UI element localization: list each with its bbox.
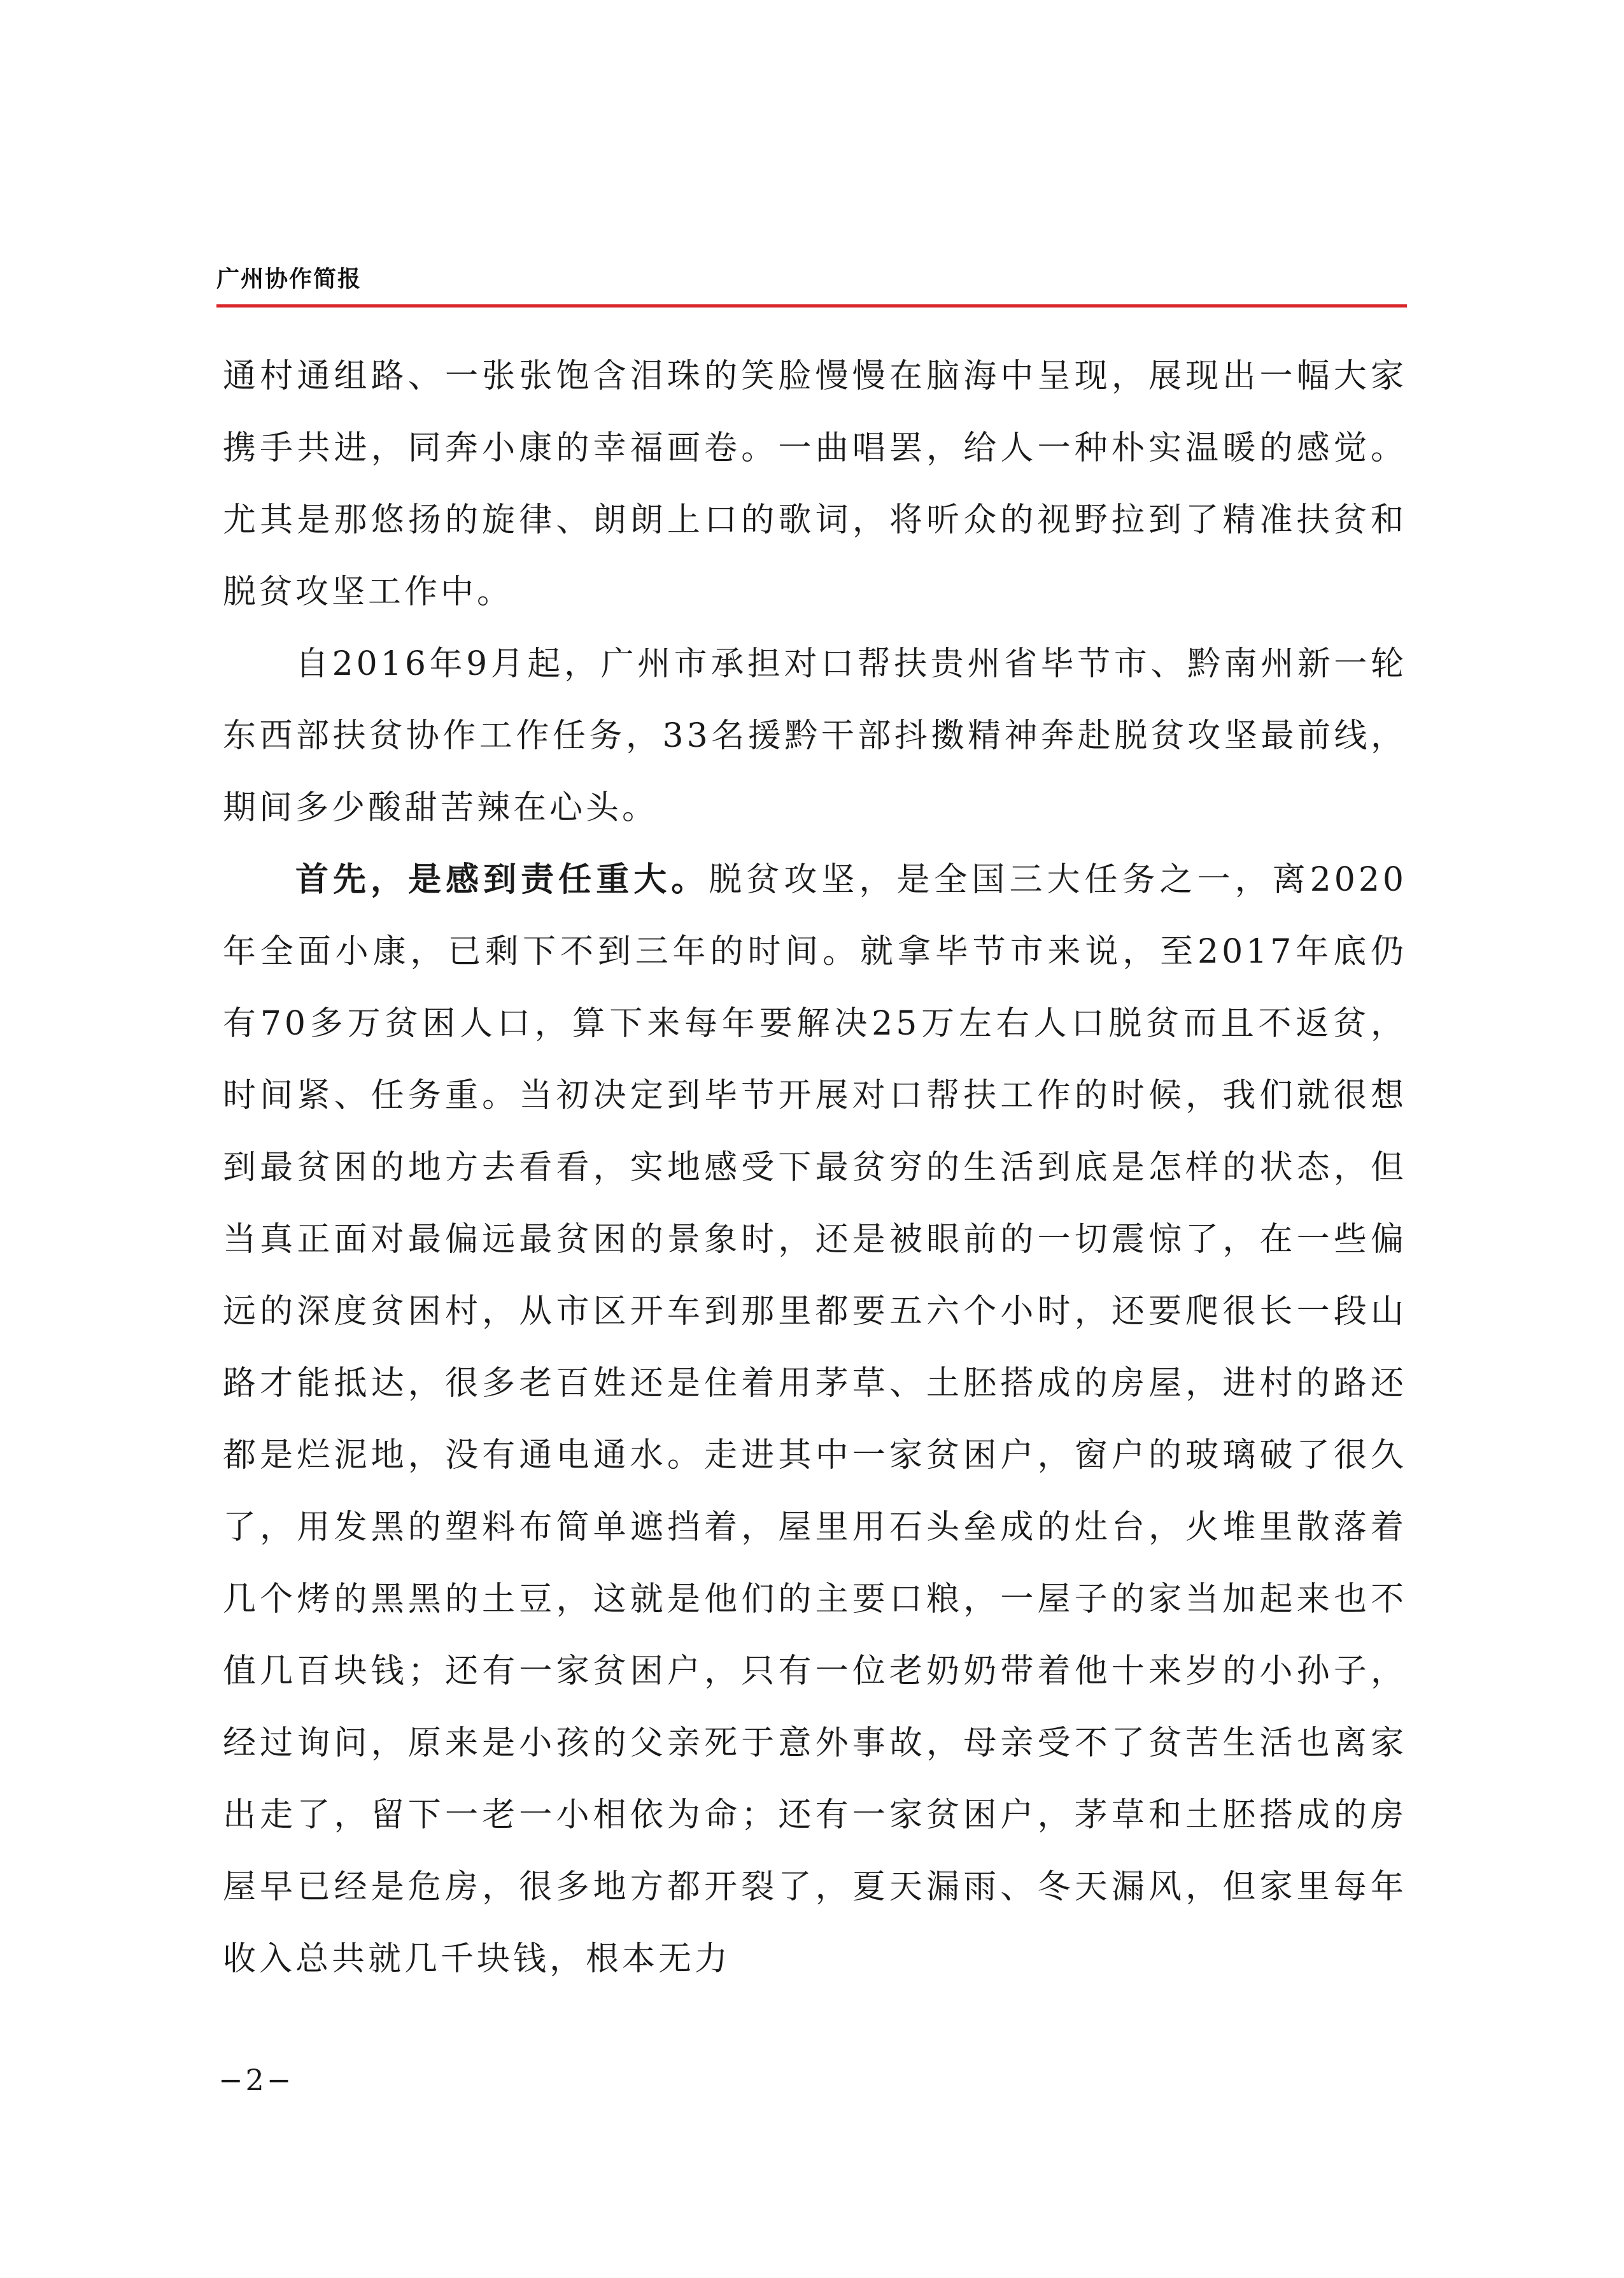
paragraph-continued: 通村通组路、一张张饱含泪珠的笑脸慢慢在脑海中呈现，展现出一幅大家携手共进，同奔小康的幸福画卷。一曲唱罢，给人一种朴实温暖的感觉。尤其是那悠扬的旋律、朗朗上口的歌词，将听众的视野拉到了精准扶贫和脱贫攻坚工作中。 <box>223 357 1407 611</box>
article-body <box>223 341 1407 1995</box>
page-number: −2− <box>218 2063 294 2097</box>
paragraph-3-lead: 首先，是感到责任重大。 <box>295 861 709 899</box>
header-divider <box>216 304 1407 308</box>
page-header <box>216 261 1407 306</box>
paragraph-3 <box>223 844 1407 1995</box>
paragraph-3-body: 脱贫攻坚，是全国三大任务之一，离2020年全面小康，已剩下不到三年的时间。就拿毕节市来说，至2017年底仍有70多万贫困人口，算下来每年要解决25万左右人口脱贫而且不返贫，时间紧、任务重。当初决定到毕节开展对口帮扶工作的时候，我们就很想到最贫困的地方去看看，实地感受下最贫穷的生活到底是怎样的状态，但当真正面对最偏远最贫困的景象时，还是被眼前的一切震惊了，在一些偏远的深度贫困村，从市区开车到那里都要五六个小时，还要爬很长一段山路才能抵达，很多老百姓还是住着用茅草、土胚搭成的房屋，进村的路还都是烂泥地，没有通电通水。走进其中一家贫困户，窗户的玻璃破了很久了，用发黑的塑料布简单遮挡着，屋里用石头垒成的灶台，火堆里散落着几个烤的黑黑的土豆，这就是他们的主要口粮，一屋子的家当加起来也不值几百块钱；还有一家贫困户，只有一位老奶奶带着他十来岁的小孙子，经过询问，原来是小孩的父亲死于意外事故，母亲受不了贫苦生活也离家出走了，留下一老一小相依为命；还有一家贫困户，茅草和土胚搭成的房屋早已经是危房，很多地方都开裂了，夏天漏雨、冬天漏风，但家里每年收入总共就几千块钱，根本无力 <box>223 861 1407 1978</box>
publication-title: 广州协作简报 <box>216 266 362 292</box>
paragraph-2: 自2016年9月起，广州市承担对口帮扶贵州省毕节市、黔南州新一轮东西部扶贫协作工作任务，33名援黔干部抖擞精神奔赴脱贫攻坚最前线，期间多少酸甜苦辣在心头。 <box>223 645 1407 827</box>
